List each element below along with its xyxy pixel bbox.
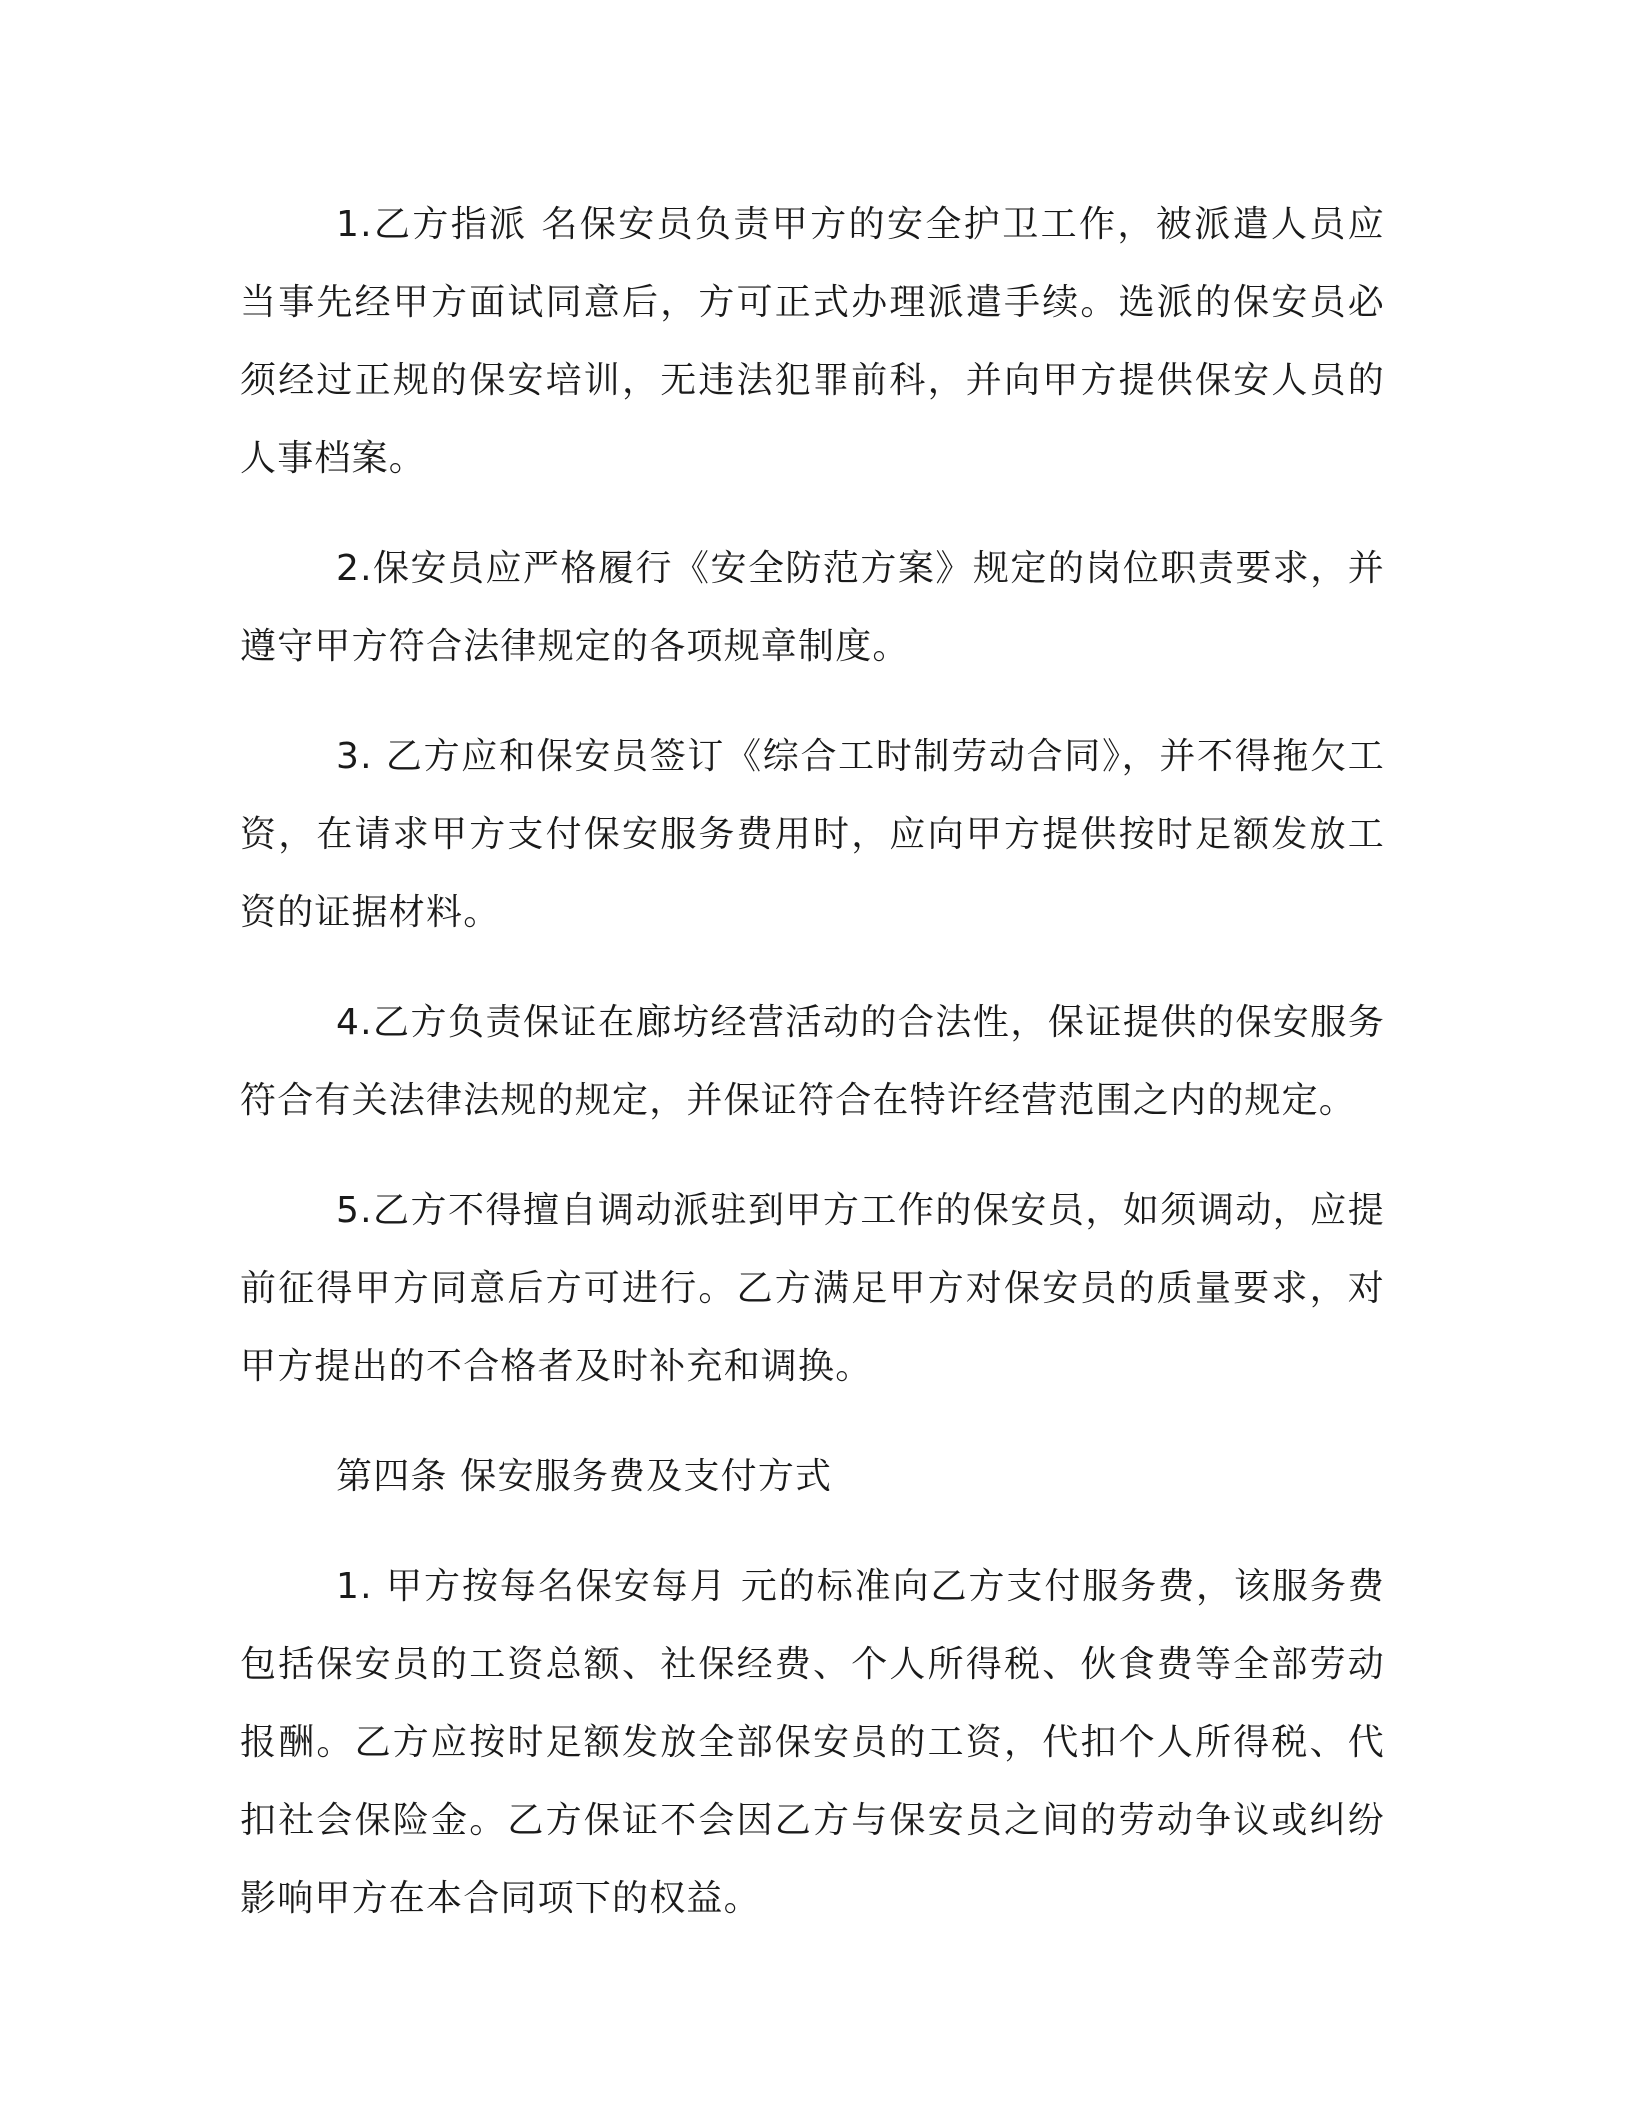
paragraph-clause-2: 2.保安员应严格履行《安全防范方案》规定的岗位职责要求，并遵守甲方符合法律规定的各项规章制度。 [240,548,1385,667]
paragraph-clause-3: 3. 乙方应和保安员签订《综合工时制劳动合同》，并不得拖欠工资，在请求甲方支付保安服务费用时，应向甲方提供按时足额发放工资的证据材料。 [240,736,1385,933]
paragraph-clause-4: 4.乙方负责保证在廊坊经营活动的合法性，保证提供的保安服务符合有关法律法规的规定，并保证符合在特许经营范围之内的规定。 [240,1002,1385,1121]
paragraph-clause-1: 1.乙方指派 名保安员负责甲方的安全护卫工作，被派遣人员应当事先经甲方面试同意后，方可正式办理派遣手续。选派的保安员必须经过正规的保安培训，无违法犯罪前科，并向甲方提供保安人员的人事档案。 [240,204,1385,479]
paragraph-clause-5: 5.乙方不得擅自调动派驻到甲方工作的保安员，如须调动，应提前征得甲方同意后方可进行。乙方满足甲方对保安员的质量要求，对甲方提出的不合格者及时补充和调换。 [240,1190,1385,1387]
document-body [240,186,1385,1938]
section-heading: 第四条 保安服务费及支付方式 [336,1456,833,1497]
paragraph-fee-clause-1: 1. 甲方按每名保安每月 元的标准向乙方支付服务费，该服务费包括保安员的工资总额、社保经费、个人所得税、伙食费等全部劳动报酬。乙方应按时足额发放全部保安员的工资，代扣个人所得税、代扣社会保险金。乙方保证不会因乙方与保安员之间的劳动争议或纠纷影响甲方在本合同项下的权益。 [240,1566,1385,1919]
